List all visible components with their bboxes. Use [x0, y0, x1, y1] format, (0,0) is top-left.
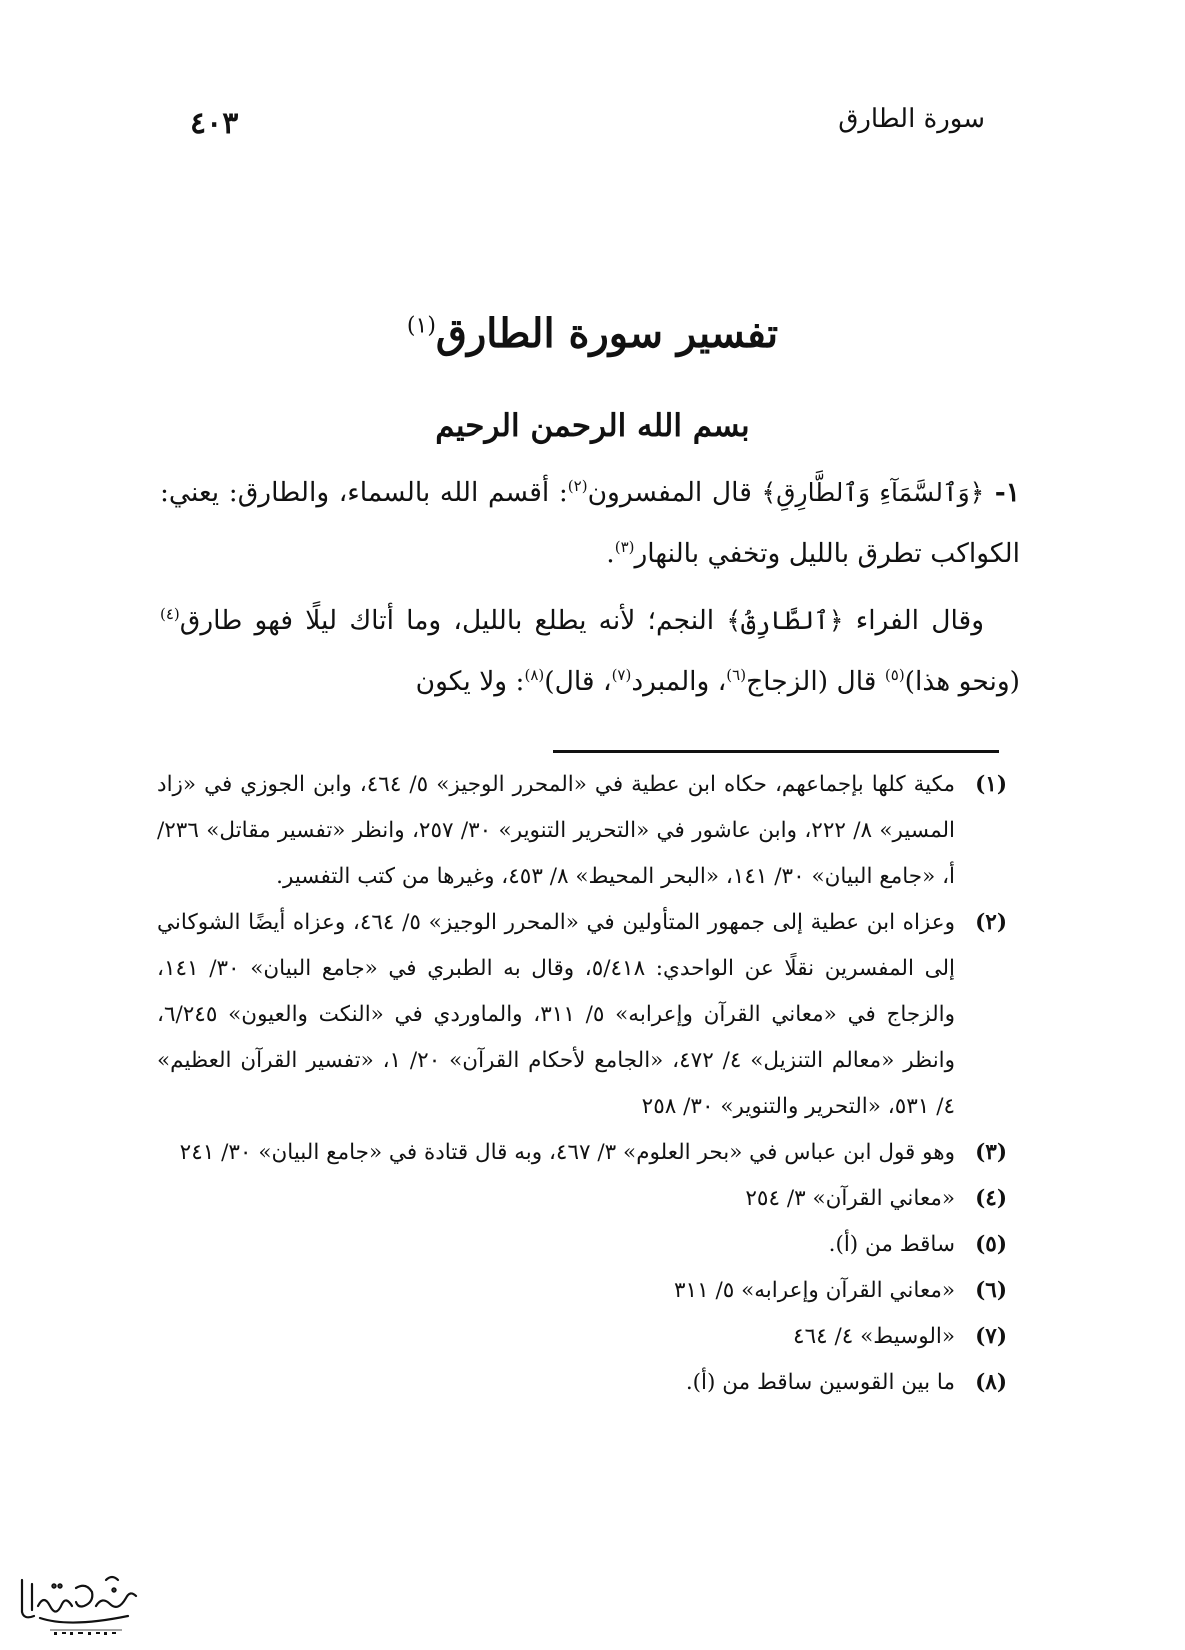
footnote-text: مكية كلها بإجماعهم، حكاه ابن عطية في «المحرر الوجيز» ٥/ ٤٦٤، وابن الجوزي في «زاد المسير» ٨/ ٢٢٢، وابن عاشور في «التحرير التنوير» ٣٠/ ٢٥٧، وانظر «تفسير مقاتل» ٢٣٦/أ، «جامع البيان» ٣٠/ ١٤١، «البحر المحيط» ٨/ ٤٥٣، وغيرها من كتب التفسير. [157, 772, 956, 889]
footnote-text: وعزاه ابن عطية إلى جمهور المتأولين في «المحرر الوجيز» ٥/ ٤٦٤، وعزاه أيضًا الشوكاني إلى المفسرين نقلًا عن الواحدي: ٥/٤١٨، وقال به الطبري في «جامع البيان» ٣٠/ ١٤١، والزجاج في «معاني القرآن وإعرابه» ٥/ ٣١١، والماوردي في «النكت والعيون» ٦/٢٤٥، وانظر «معالم التنزيل» ٤/ ٤٧٢، «الجامع لأحكام القرآن» ٢٠/ ١، «تفسير القرآن العظيم» ٤/ ٥٣١، «التحرير والتنوير» ٣٠/ ٢٥٨ [157, 910, 956, 1119]
text-run: ، والمبرد [631, 666, 727, 697]
calligraphy-logo [10, 1566, 145, 1638]
footnote-ref: (٧) [611, 666, 632, 685]
footnote-3 [157, 1130, 1007, 1176]
footnote-number: (٢) [975, 910, 1007, 935]
text-run: ، قال) [544, 666, 612, 697]
footnote-7 [157, 1314, 1007, 1360]
text-run: وقال الفراء [843, 605, 984, 636]
quran-word: ﴿ٱلطَّارِقُ﴾ [726, 606, 844, 635]
text-run: (ونحو هذا) [904, 666, 1020, 697]
footnote-number: (٥) [975, 1232, 1007, 1257]
footnote-text: وهو قول ابن عباس في «بحر العلوم» ٣/ ٤٦٧، وبه قال قتادة في «جامع البيان» ٣٠/ ٢٤١ [179, 1140, 955, 1165]
footnote-number: (٧) [975, 1324, 1007, 1349]
footnote-ref: (١) [406, 313, 436, 339]
text-run: النجم؛ لأنه يطلع بالليل، وما أتاك ليلًا فهو طارق [179, 605, 727, 636]
footnote-number: (١) [975, 772, 1007, 797]
footnote-ref: (٦) [726, 666, 747, 685]
footnote-5 [157, 1222, 1007, 1268]
footnote-ref: (٢) [567, 477, 588, 496]
footnote-number: (٤) [975, 1186, 1007, 1211]
basmala: بسم الله الرحمن الرحيم [435, 408, 750, 444]
page-header [190, 96, 985, 146]
footnote-number: (٦) [975, 1278, 1007, 1303]
text-run: قال المفسرون [587, 477, 762, 508]
footnote-text: ما بين القوسين ساقط من (أ). [685, 1370, 955, 1395]
main-text [160, 462, 1020, 712]
paragraph-1 [160, 462, 1020, 584]
paragraph-2 [160, 590, 1020, 712]
surah-title [0, 310, 1185, 357]
footnote-ref: (٨) [524, 666, 545, 685]
quran-verse: ﴿وَٱلسَّمَآءِ وَٱلطَّارِقِ﴾ [761, 478, 985, 507]
footnote-2 [157, 900, 1007, 1130]
footnote-number: (٨) [975, 1370, 1007, 1395]
footnotes [157, 762, 1007, 1406]
footnote-text: ساقط من (أ). [828, 1232, 955, 1257]
text-run: : أقسم الله بالسماء، والطارق: يعني: الكواكب تطرق بالليل وتخفي بالنهار [160, 477, 1020, 569]
text-run: . [606, 538, 615, 569]
footnote-text: «معاني القرآن» ٣/ ٢٥٤ [745, 1186, 955, 1211]
footnote-separator [553, 750, 999, 753]
running-title: سورة الطارق [838, 104, 985, 134]
page-number: ٤٠٣ [190, 106, 239, 141]
footnote-ref: (٣) [614, 538, 635, 557]
text-run: قال (الزجاج [746, 666, 885, 697]
calligraphy-logo-icon [10, 1566, 145, 1638]
text-run: : ولا يكون [415, 666, 525, 697]
footnote-6 [157, 1268, 1007, 1314]
footnote-1 [157, 762, 1007, 900]
footnote-text: «معاني القرآن وإعرابه» ٥/ ٣١١ [673, 1278, 955, 1303]
footnote-8 [157, 1360, 1007, 1406]
footnote-ref: (٥) [884, 666, 905, 685]
verse-number: ١- [984, 477, 1020, 508]
surah-title-text: تفسير سورة الطارق [435, 310, 779, 357]
footnote-ref: (٤) [160, 605, 180, 624]
footnote-text: «الوسيط» ٤/ ٤٦٤ [793, 1324, 955, 1349]
footnote-4 [157, 1176, 1007, 1222]
footnote-number: (٣) [975, 1140, 1007, 1165]
